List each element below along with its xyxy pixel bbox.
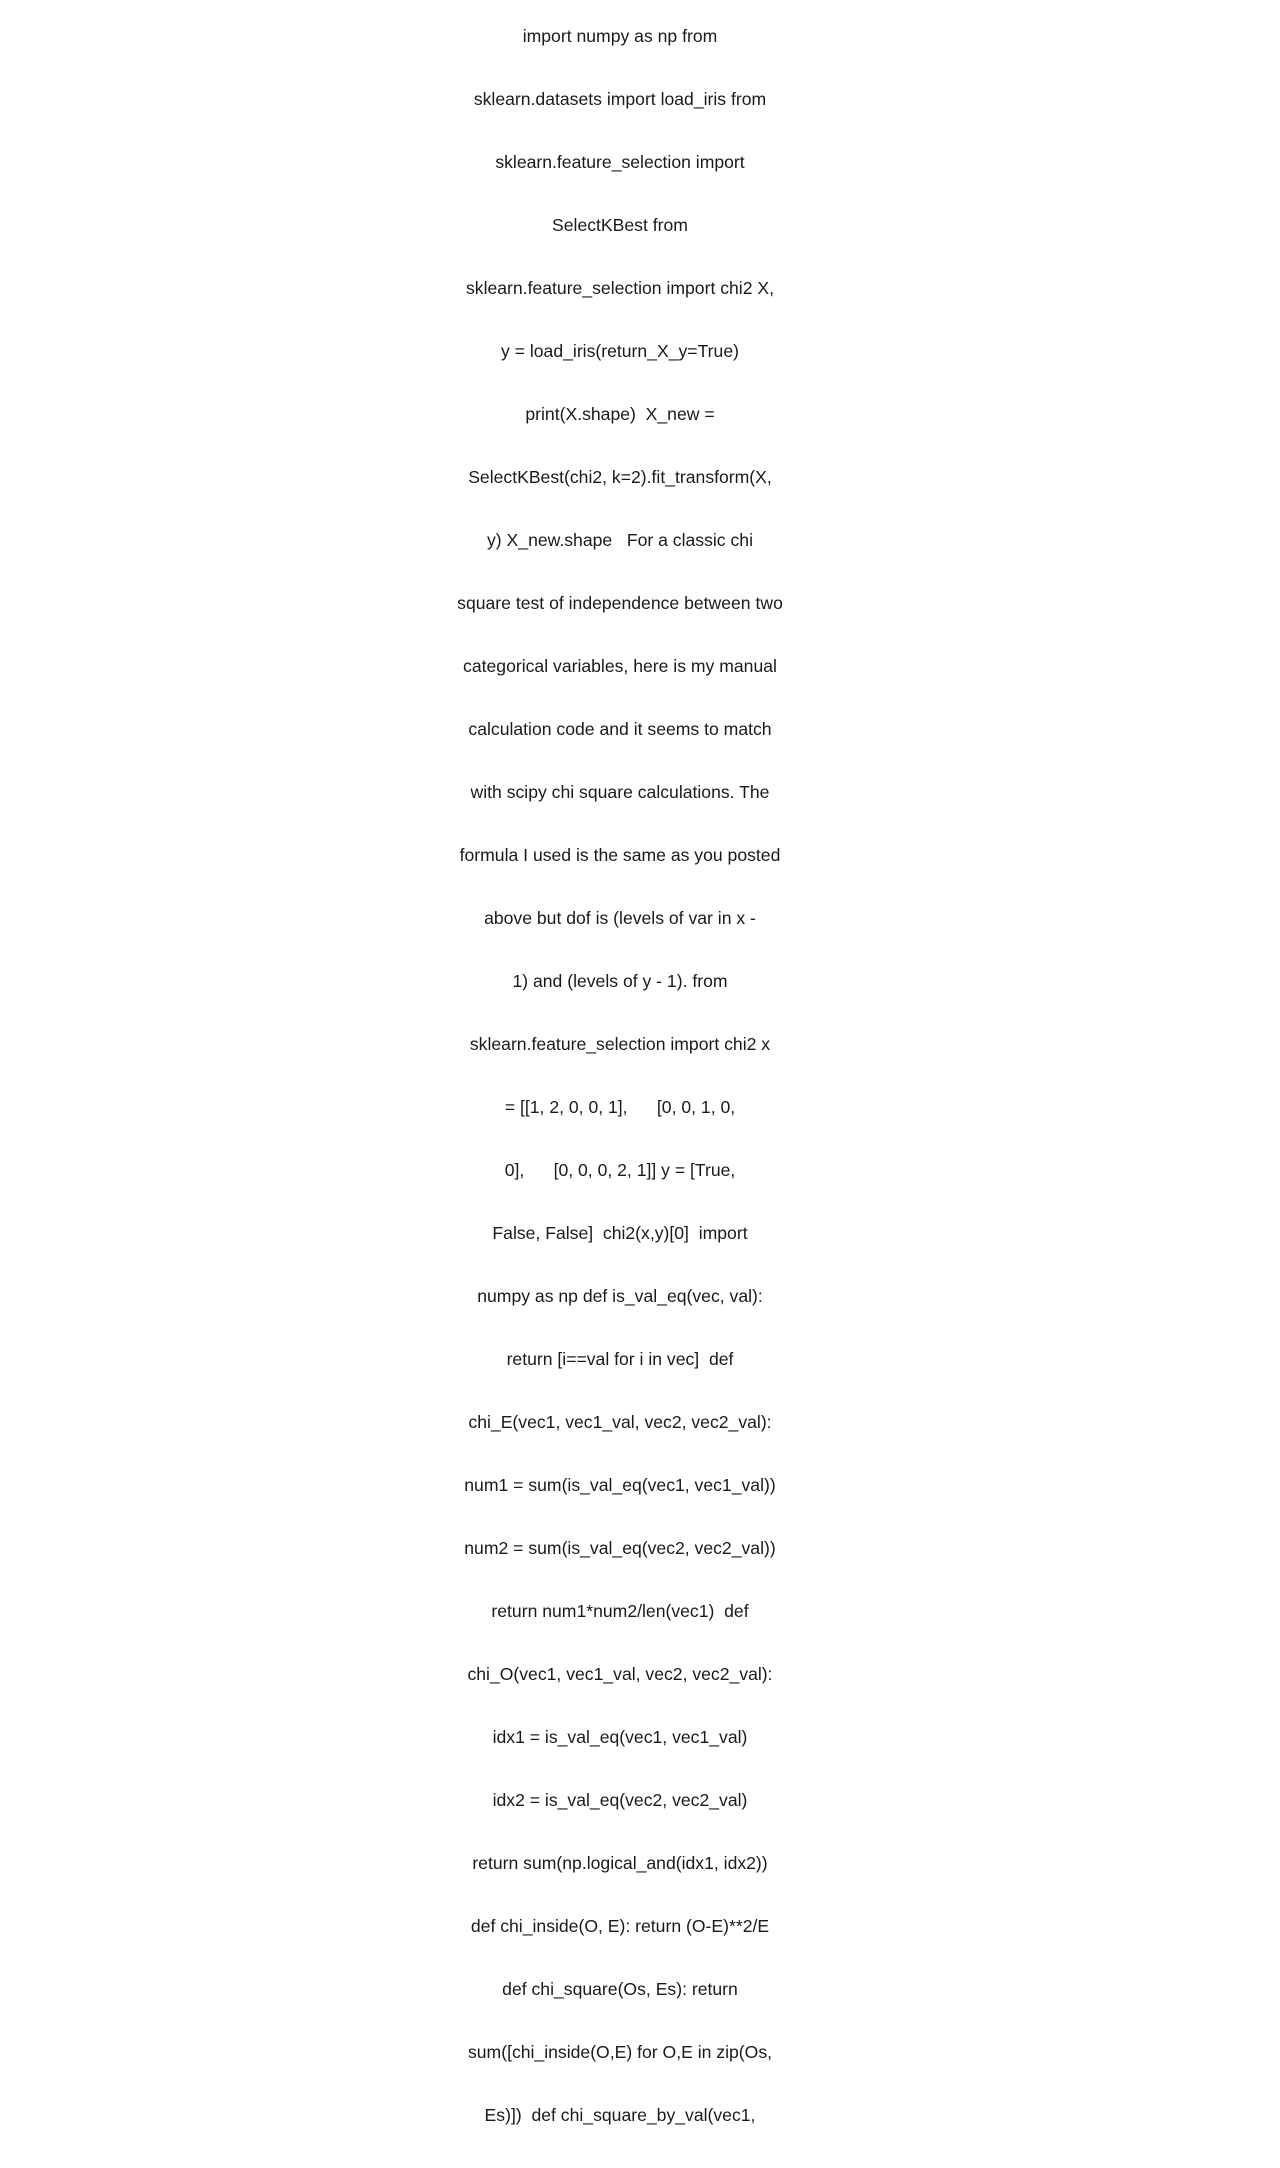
text-line: 1) and (levels of y - 1). from xyxy=(512,971,728,991)
text-line: return num1*num2/len(vec1) def xyxy=(491,1601,749,1621)
text-line: import numpy as np from xyxy=(522,26,718,46)
text-line: sklearn.feature_selection import chi2 X, xyxy=(465,278,775,298)
text-line: = [[1, 2, 0, 0, 1], [0, 0, 1, 0, xyxy=(504,1097,736,1117)
text-line: categorical variables, here is my manual xyxy=(463,656,777,676)
text-line: print(X.shape) X_new = xyxy=(525,404,715,424)
text-line: sklearn.datasets import load_iris from xyxy=(473,89,767,109)
text-line: SelectKBest from xyxy=(552,215,688,235)
text-line: def chi_square(Os, Es): return xyxy=(502,1979,738,1999)
text-line: Es)]) def chi_square_by_val(vec1, xyxy=(484,2105,756,2125)
document-text-column xyxy=(440,0,800,2168)
text-line: def chi_inside(O, E): return (O-E)**2/E xyxy=(470,1916,770,1936)
text-line: chi_O(vec1, vec1_val, vec2, vec2_val): xyxy=(467,1664,773,1684)
text-line: num1 = sum(is_val_eq(vec1, vec1_val)) xyxy=(464,1475,776,1495)
text-line: sklearn.feature_selection import chi2 x xyxy=(469,1034,771,1054)
text-line: return [i==val for i in vec] def xyxy=(506,1349,734,1369)
text-line: numpy as np def is_val_eq(vec, val): xyxy=(477,1286,763,1306)
text-line: formula I used is the same as you posted xyxy=(459,845,781,865)
text-line: above but dof is (levels of var in x - xyxy=(484,908,756,928)
text-line: with scipy chi square calculations. The xyxy=(470,782,770,802)
text-line: chi_E(vec1, vec1_val, vec2, vec2_val): xyxy=(468,1412,772,1432)
text-line: idx2 = is_val_eq(vec2, vec2_val) xyxy=(492,1790,748,1810)
text-line: y = load_iris(return_X_y=True) xyxy=(501,341,739,361)
text-line: 0], [0, 0, 0, 2, 1]] y = [True, xyxy=(504,1160,736,1180)
text-line: num2 = sum(is_val_eq(vec2, vec2_val)) xyxy=(464,1538,776,1558)
text-line: idx1 = is_val_eq(vec1, vec1_val) xyxy=(492,1727,748,1747)
text-line: y) X_new.shape For a classic chi xyxy=(487,530,753,550)
text-line: False, False] chi2(x,y)[0] import xyxy=(492,1223,748,1243)
text-line: SelectKBest(chi2, k=2).fit_transform(X, xyxy=(468,467,772,487)
text-line: sum([chi_inside(O,E) for O,E in zip(Os, xyxy=(467,2042,773,2062)
text-line: return sum(np.logical_and(idx1, idx2)) xyxy=(472,1853,768,1873)
text-line: square test of independence between two xyxy=(457,593,783,613)
text-line: calculation code and it seems to match xyxy=(468,719,772,739)
text-line: sklearn.feature_selection import xyxy=(495,152,745,172)
